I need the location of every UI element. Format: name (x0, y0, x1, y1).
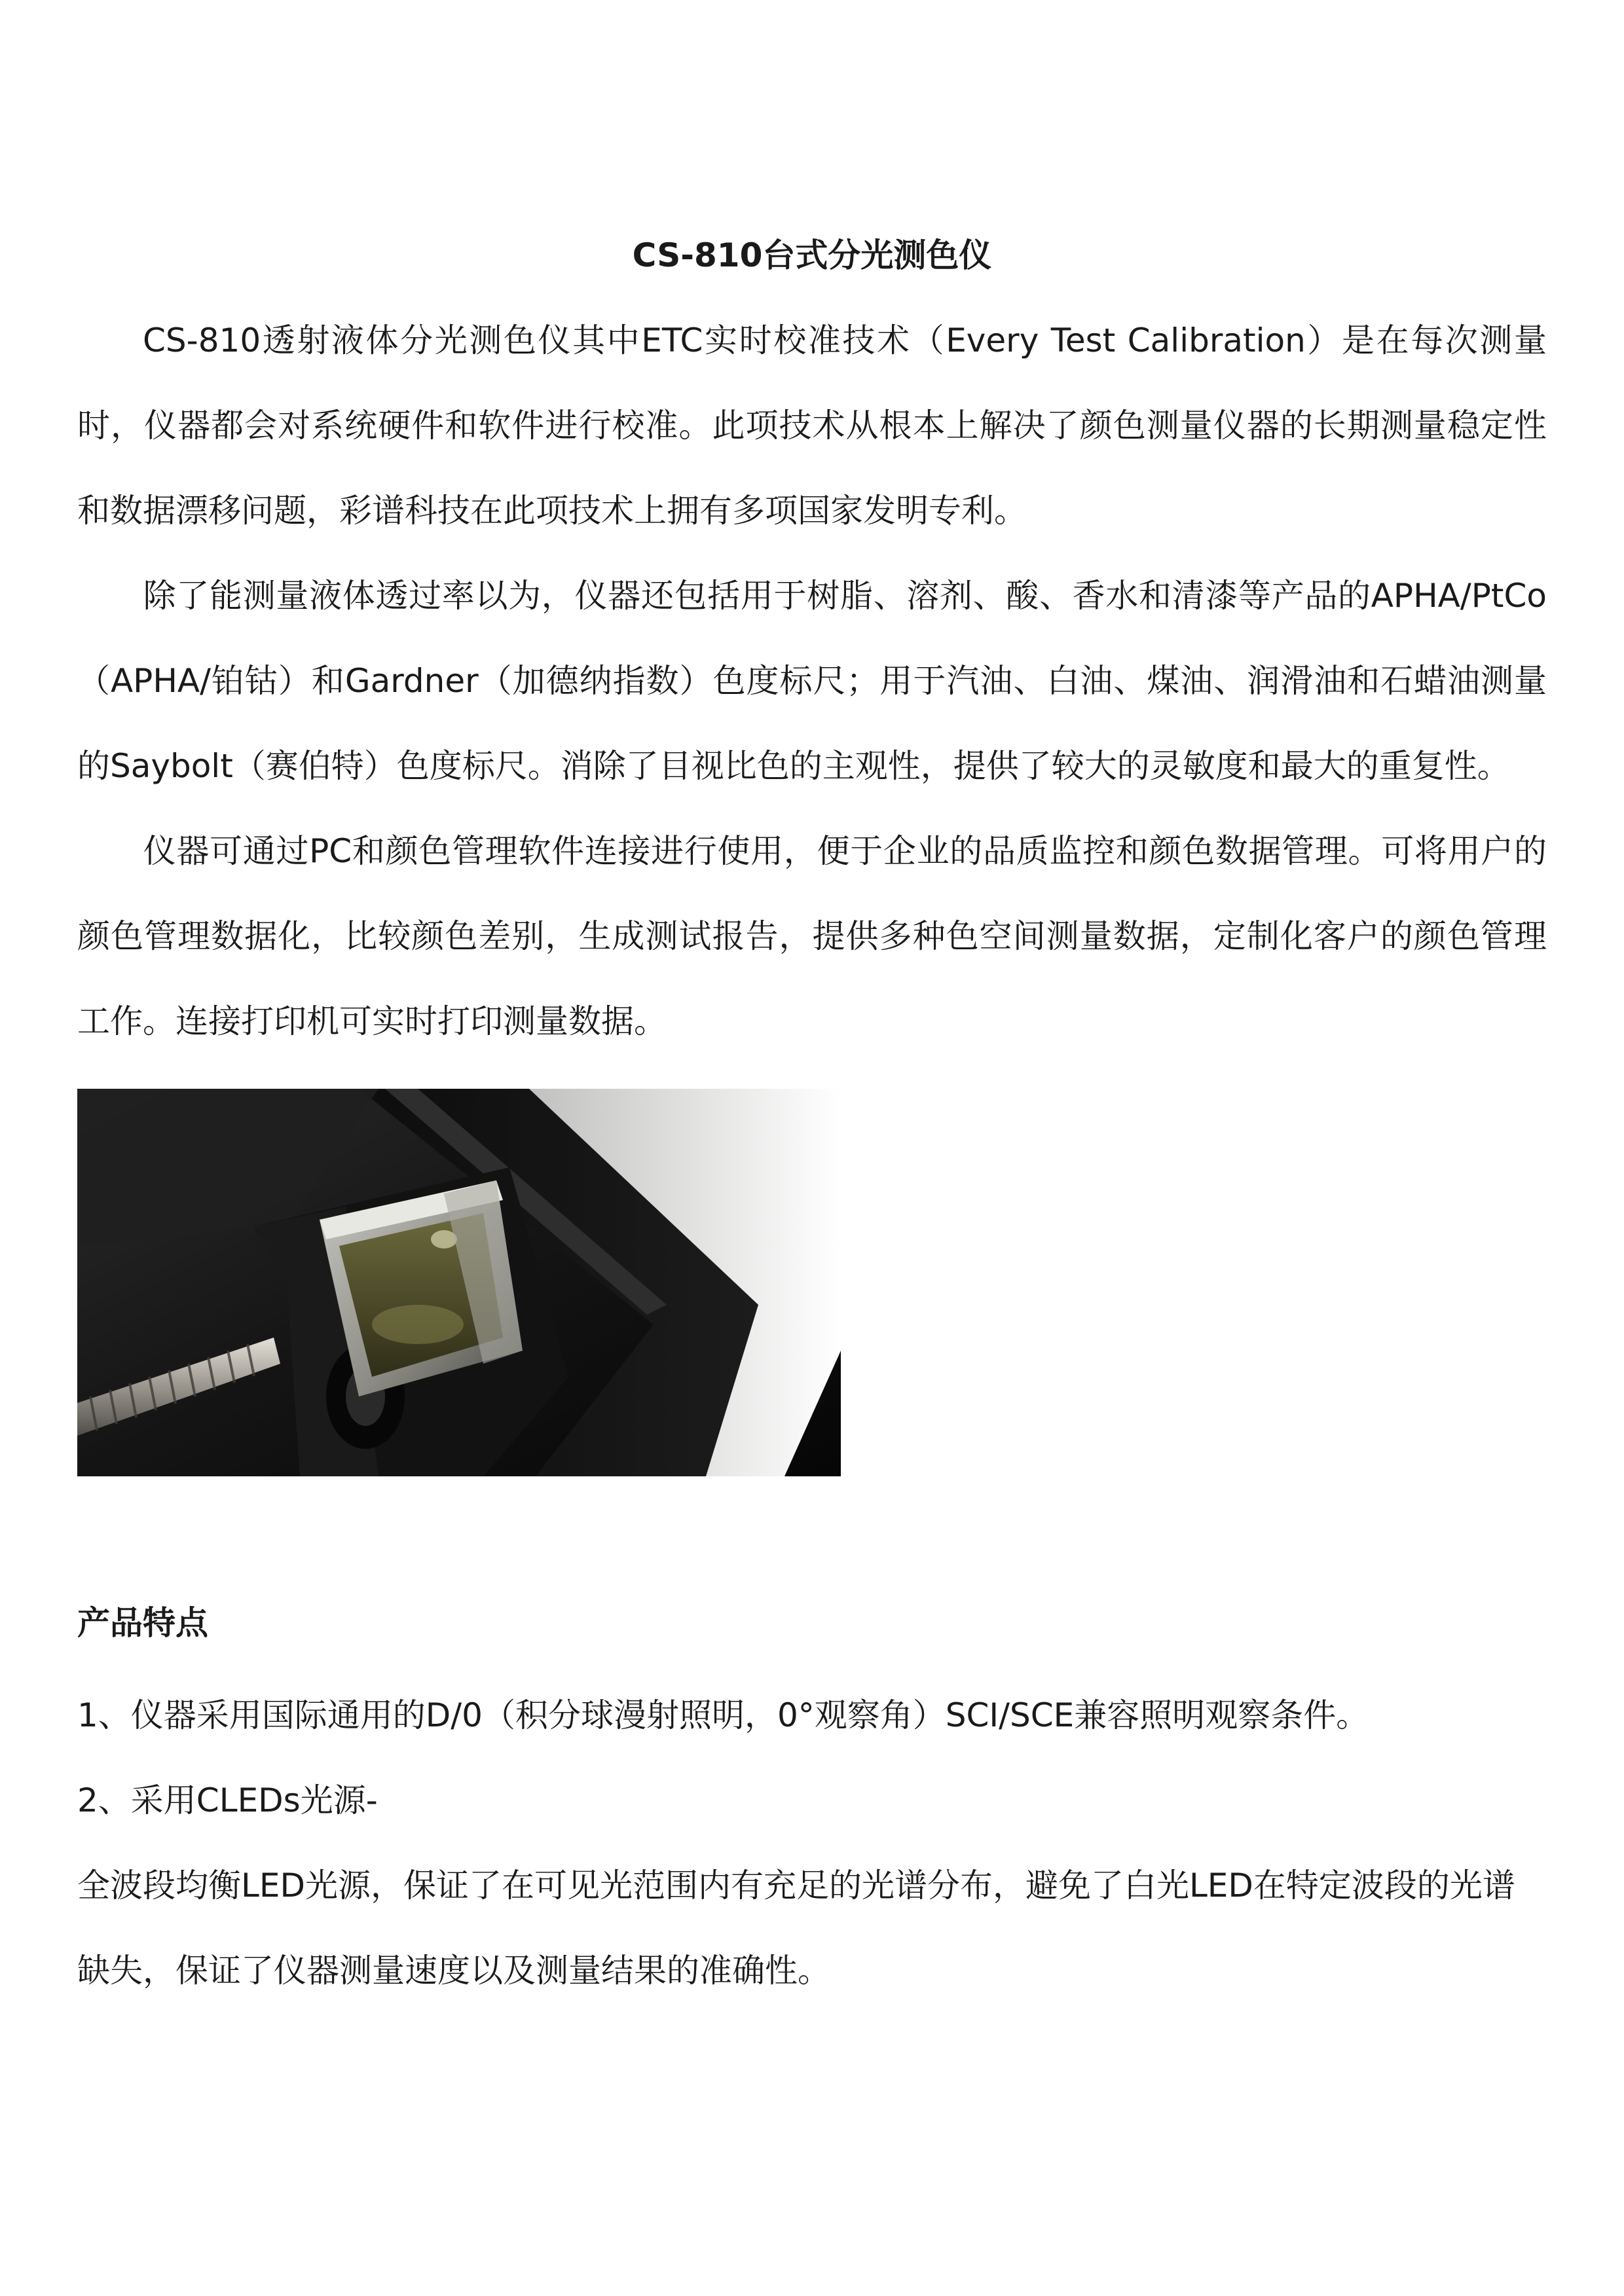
feature-item-1: 1、仪器采用国际通用的D/0（积分球漫射照明，0°观察角）SCI/SCE兼容照明观察条件。 (77, 1696, 1369, 1734)
intro-paragraph-text: CS-810透射液体分光测色仪其中ETC实时校准技术（Every Test Calibration）是在每次测量时，仪器都会对系统硬件和软件进行校准。此项技术从根本上解决了颜色测量仪器的长期测量稳定性和数据漂移问题，彩谱科技在此项技术上拥有多项国家发明专利。 (77, 321, 1547, 530)
product-photo (77, 1089, 841, 1476)
color-scale-paragraph (77, 553, 1547, 809)
feature-item-2: 2、采用CLEDs光源- (77, 1781, 378, 1819)
intro-paragraph (77, 298, 1547, 553)
features-heading: 产品特点 (77, 1604, 208, 1642)
cuvette-holder-illustration (77, 1089, 841, 1476)
color-scale-paragraph-text: 除了能测量液体透过率以为，仪器还包括用于树脂、溶剂、酸、香水和清漆等产品的APHA/PtCo（APHA/铂钴）和Gardner（加德纳指数）色度标尺；用于汽油、白油、煤油、润滑油和石蜡油测量的Saybolt（赛伯特）色度标尺。消除了目视比色的主观性，提供了较大的灵敏度和最大的重复性。 (77, 577, 1547, 785)
software-paragraph-text: 仪器可通过PC和颜色管理软件连接进行使用，便于企业的品质监控和颜色数据管理。可将用户的颜色管理数据化，比较颜色差别，生成测试报告，提供多种色空间测量数据，定制化客户的颜色管理工作。连接打印机可实时打印测量数据。 (77, 832, 1547, 1040)
feature-item-2-detail: 全波段均衡LED光源，保证了在可见光范围内有充足的光谱分布，避免了白光LED在特定波段的光谱缺失，保证了仪器测量速度以及测量结果的准确性。 (77, 1867, 1515, 1990)
software-paragraph (77, 809, 1547, 1064)
document-title: CS-810台式分光测色仪 (632, 236, 992, 274)
